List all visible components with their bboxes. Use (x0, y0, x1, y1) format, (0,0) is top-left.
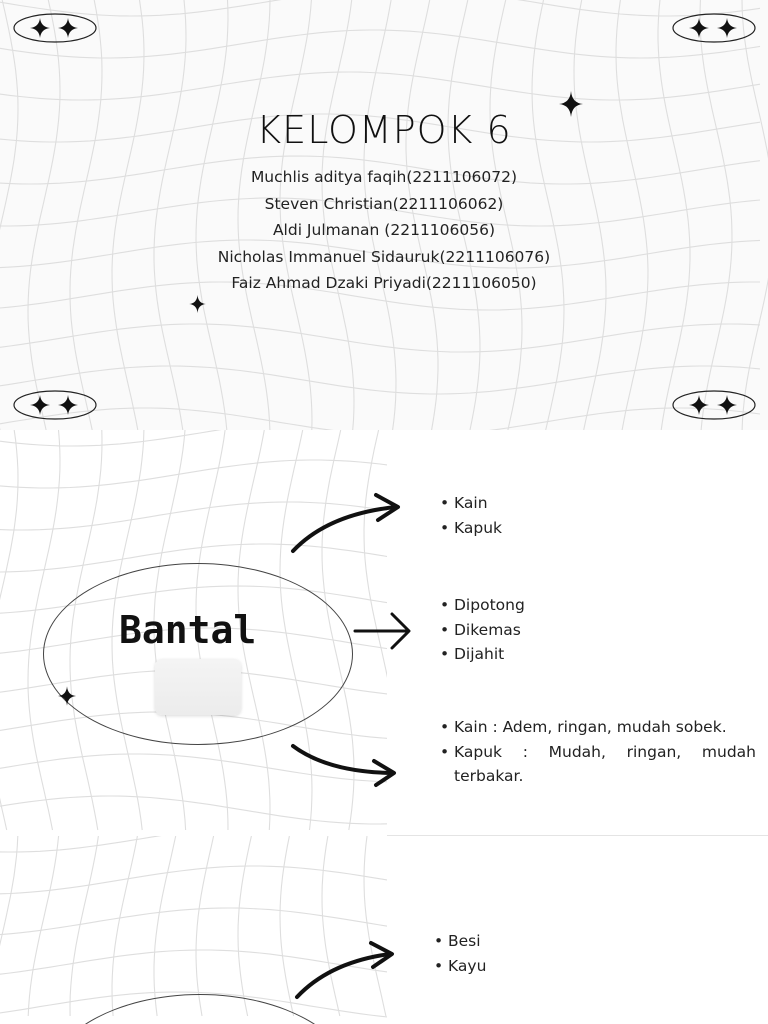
sparkle-icon (58, 686, 76, 706)
grid-line (28, 836, 58, 1016)
double-star-oval-icon (671, 389, 757, 421)
page-title: KELOMPOK 6 (256, 108, 512, 152)
process-list (440, 593, 525, 667)
grid-line (196, 836, 214, 1016)
member-item: Aldi Julmanan (2211106056) (272, 221, 496, 239)
properties-list (440, 715, 756, 789)
grid-line (0, 366, 760, 394)
curved-arrow-icon (288, 490, 406, 556)
list-item: • Dijahit (440, 642, 525, 667)
curved-arrow-icon (292, 940, 400, 1002)
double-star-oval-icon (671, 12, 757, 44)
materials-list (434, 929, 486, 978)
double-star-oval-icon (12, 12, 98, 44)
title-slide (0, 0, 768, 430)
list-item: • Kayu (434, 954, 486, 979)
straight-arrow-icon (352, 608, 414, 654)
product-title: Bantal (119, 608, 257, 652)
grid-line (0, 408, 760, 430)
product-oval (43, 563, 353, 745)
curved-arrow-icon (288, 740, 400, 788)
member-item: Nicholas Immanuel Sidauruk(2211106076) (217, 247, 551, 266)
grid-line (0, 836, 18, 1016)
pillow-image (155, 659, 241, 715)
double-star-oval-icon (12, 389, 98, 421)
grid-line (0, 324, 760, 352)
grid-line (238, 836, 251, 1016)
member-item: Steven Christian(2211106062) (264, 194, 504, 213)
list-item: • Kapuk (440, 516, 502, 541)
list-item: • Dipotong (440, 593, 525, 618)
product-slide (0, 430, 768, 836)
list-item: • Kain (440, 491, 502, 516)
list-item: • Dikemas (440, 618, 525, 643)
product-slide-2 (0, 836, 768, 1024)
grid-line (0, 430, 18, 830)
member-item: Faiz Ahmad Dzaki Priyadi(2211106050) (231, 274, 537, 292)
member-list (0, 164, 768, 297)
materials-list (440, 491, 502, 540)
grid-line (0, 72, 760, 100)
grid-line (70, 836, 98, 1016)
list-item: • Kain : Adem, ringan, mudah sobek. (440, 715, 756, 740)
sparkle-icon (189, 295, 206, 313)
member-item: Muchlis aditya faqih(2211106072) (250, 168, 518, 186)
grid-line (154, 836, 176, 1016)
grid-line (112, 836, 137, 1016)
list-item: • Besi (434, 929, 486, 954)
list-item: • Kapuk : Mudah, ringan, mudah terbakar. (440, 740, 756, 789)
grid-line (0, 0, 760, 16)
